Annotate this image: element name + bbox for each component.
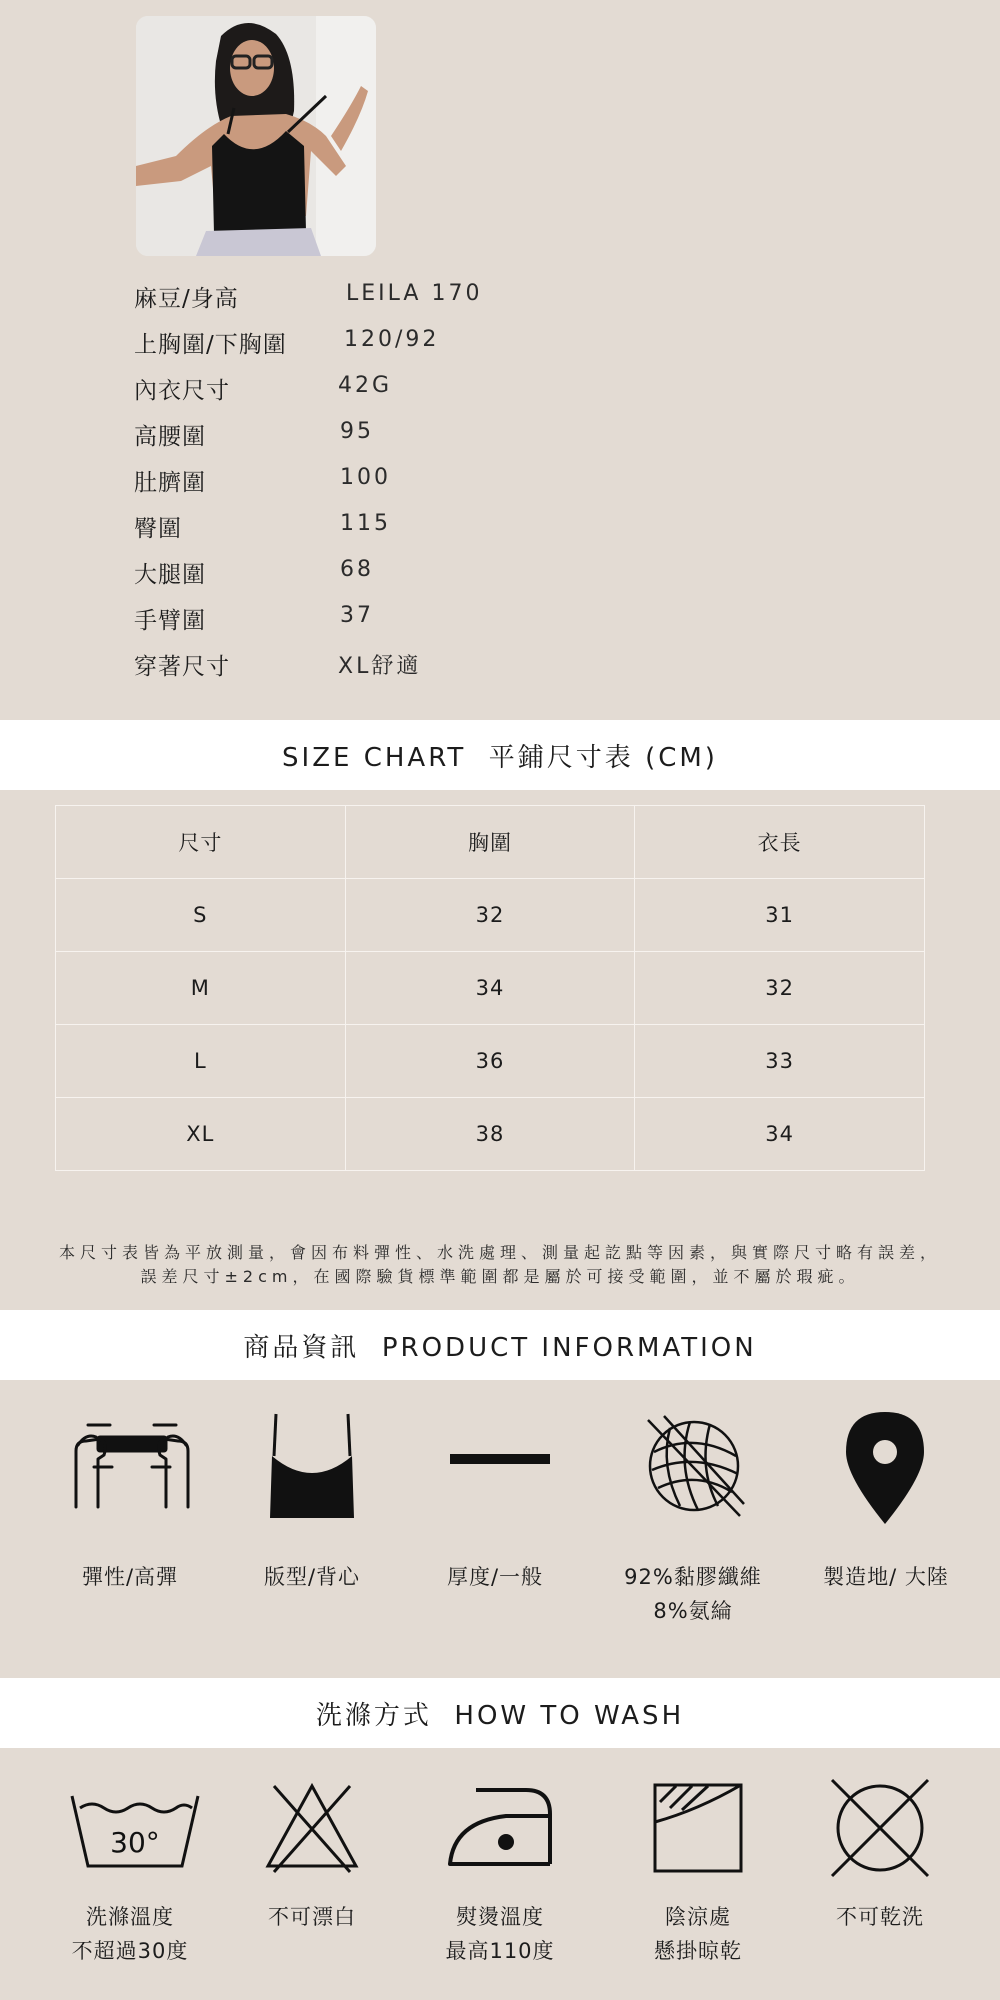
material-line2: 8%氨綸 xyxy=(653,1599,733,1623)
hip-value: 115 xyxy=(340,511,391,536)
wash-temp-mark: 30° xyxy=(110,1826,160,1859)
iron-line2: 最高110度 xyxy=(445,1939,555,1963)
thigh-label: 大腿圍 xyxy=(134,562,206,588)
wearing-size-label: 穿著尺寸 xyxy=(134,654,230,680)
wash-temp-line2: 不超過30度 xyxy=(71,1939,189,1963)
thickness-bar-icon xyxy=(450,1452,550,1466)
dry-clean-text: 不可乾洗 xyxy=(836,1905,924,1929)
model-height-value: LEILA 170 xyxy=(346,281,483,306)
table-header-cell: 胸圍 xyxy=(345,806,635,879)
wearing-size-value: XL舒適 xyxy=(338,654,422,679)
table-cell: S xyxy=(56,879,346,952)
thickness-text: 厚度/一般 xyxy=(446,1565,544,1589)
table-cell: 38 xyxy=(345,1098,635,1171)
navel-girth-label: 肚臍圍 xyxy=(134,470,206,496)
table-row xyxy=(56,952,925,1025)
wash-title: 洗滌方式 HOW TO WASH xyxy=(315,1700,685,1731)
navel-girth-value: 100 xyxy=(340,465,391,490)
bra-size-label: 內衣尺寸 xyxy=(134,378,230,404)
measurement-note-line2: 誤差尺寸±2cm，在國際驗貨標準範圍都是屬於可接受範圍，並不屬於瑕疵。 xyxy=(140,1267,860,1286)
table-cell: XL xyxy=(56,1098,346,1171)
size-chart-title: SIZE CHART 平鋪尺寸表 (CM) xyxy=(282,742,718,773)
high-waist-value: 95 xyxy=(340,419,374,444)
wash-header xyxy=(0,1678,1000,1748)
size-chart-table xyxy=(55,805,925,1171)
model-height-label: 麻豆/身高 xyxy=(134,286,239,312)
no-dry-clean-icon xyxy=(828,1776,932,1880)
iron-icon xyxy=(446,1784,556,1870)
table-cell: L xyxy=(56,1025,346,1098)
material-line1: 92%黏膠纖維 xyxy=(624,1565,762,1589)
table-cell: 32 xyxy=(345,879,635,952)
location-pin-icon xyxy=(844,1410,926,1526)
table-header-row xyxy=(56,806,925,879)
wash-temp-line1: 洗滌溫度 xyxy=(86,1905,174,1929)
iron-line1: 熨燙溫度 xyxy=(456,1905,544,1929)
table-row xyxy=(56,1025,925,1098)
thigh-value: 68 xyxy=(340,557,374,582)
bra-size-value: 42G xyxy=(338,373,393,398)
yarn-ball-icon xyxy=(640,1412,750,1522)
dry-line2: 懸掛晾乾 xyxy=(654,1939,742,1963)
table-cell: 33 xyxy=(635,1025,925,1098)
wash-tub-30-icon xyxy=(70,1790,200,1870)
arm-value: 37 xyxy=(340,603,374,628)
table-header-cell: 尺寸 xyxy=(56,806,346,879)
origin-caption xyxy=(796,1560,976,1594)
dry-caption xyxy=(608,1900,788,1968)
origin-text: 製造地/ 大陸 xyxy=(823,1565,949,1589)
table-header-cell: 衣長 xyxy=(635,806,925,879)
no-bleach-icon xyxy=(264,1782,360,1874)
bleach-caption xyxy=(222,1900,402,1934)
product-info-title: 商品資訊 PRODUCT INFORMATION xyxy=(243,1332,757,1363)
measurement-note-line1: 本尺寸表皆為平放測量，會因布料彈性、水洗處理、測量起訖點等因素，與實際尺寸略有誤差， xyxy=(58,1243,941,1262)
arm-label: 手臂圍 xyxy=(134,608,206,634)
dry-clean-caption xyxy=(790,1900,970,1934)
hip-label: 臀圍 xyxy=(134,516,182,542)
model-photo-illustration xyxy=(136,16,376,256)
thickness-caption xyxy=(405,1560,585,1594)
table-cell: 36 xyxy=(345,1025,635,1098)
elasticity-caption xyxy=(40,1560,220,1594)
table-cell: 34 xyxy=(345,952,635,1025)
table-cell: 34 xyxy=(635,1098,925,1171)
model-photo xyxy=(136,16,376,256)
elasticity-text: 彈性/高彈 xyxy=(81,1565,179,1589)
iron-caption xyxy=(410,1900,590,1968)
table-cell: 32 xyxy=(635,952,925,1025)
shade-hang-dry-icon xyxy=(652,1782,744,1874)
material-caption xyxy=(603,1560,783,1628)
table-row xyxy=(56,879,925,952)
wash-temp-caption xyxy=(40,1900,220,1968)
table-cell: 31 xyxy=(635,879,925,952)
bust-label: 上胸圍/下胸圍 xyxy=(134,332,287,358)
bleach-text: 不可漂白 xyxy=(268,1905,356,1929)
camisole-icon xyxy=(266,1410,358,1520)
table-cell: M xyxy=(56,952,346,1025)
fit-caption xyxy=(222,1560,402,1594)
dry-line1: 陰涼處 xyxy=(665,1905,731,1929)
bust-value: 120/92 xyxy=(344,327,440,352)
size-chart-header xyxy=(0,720,1000,790)
high-waist-label: 高腰圍 xyxy=(134,424,206,450)
stretch-hands-icon xyxy=(70,1415,194,1515)
table-row xyxy=(56,1098,925,1171)
product-info-header xyxy=(0,1310,1000,1380)
fit-text: 版型/背心 xyxy=(263,1565,361,1589)
